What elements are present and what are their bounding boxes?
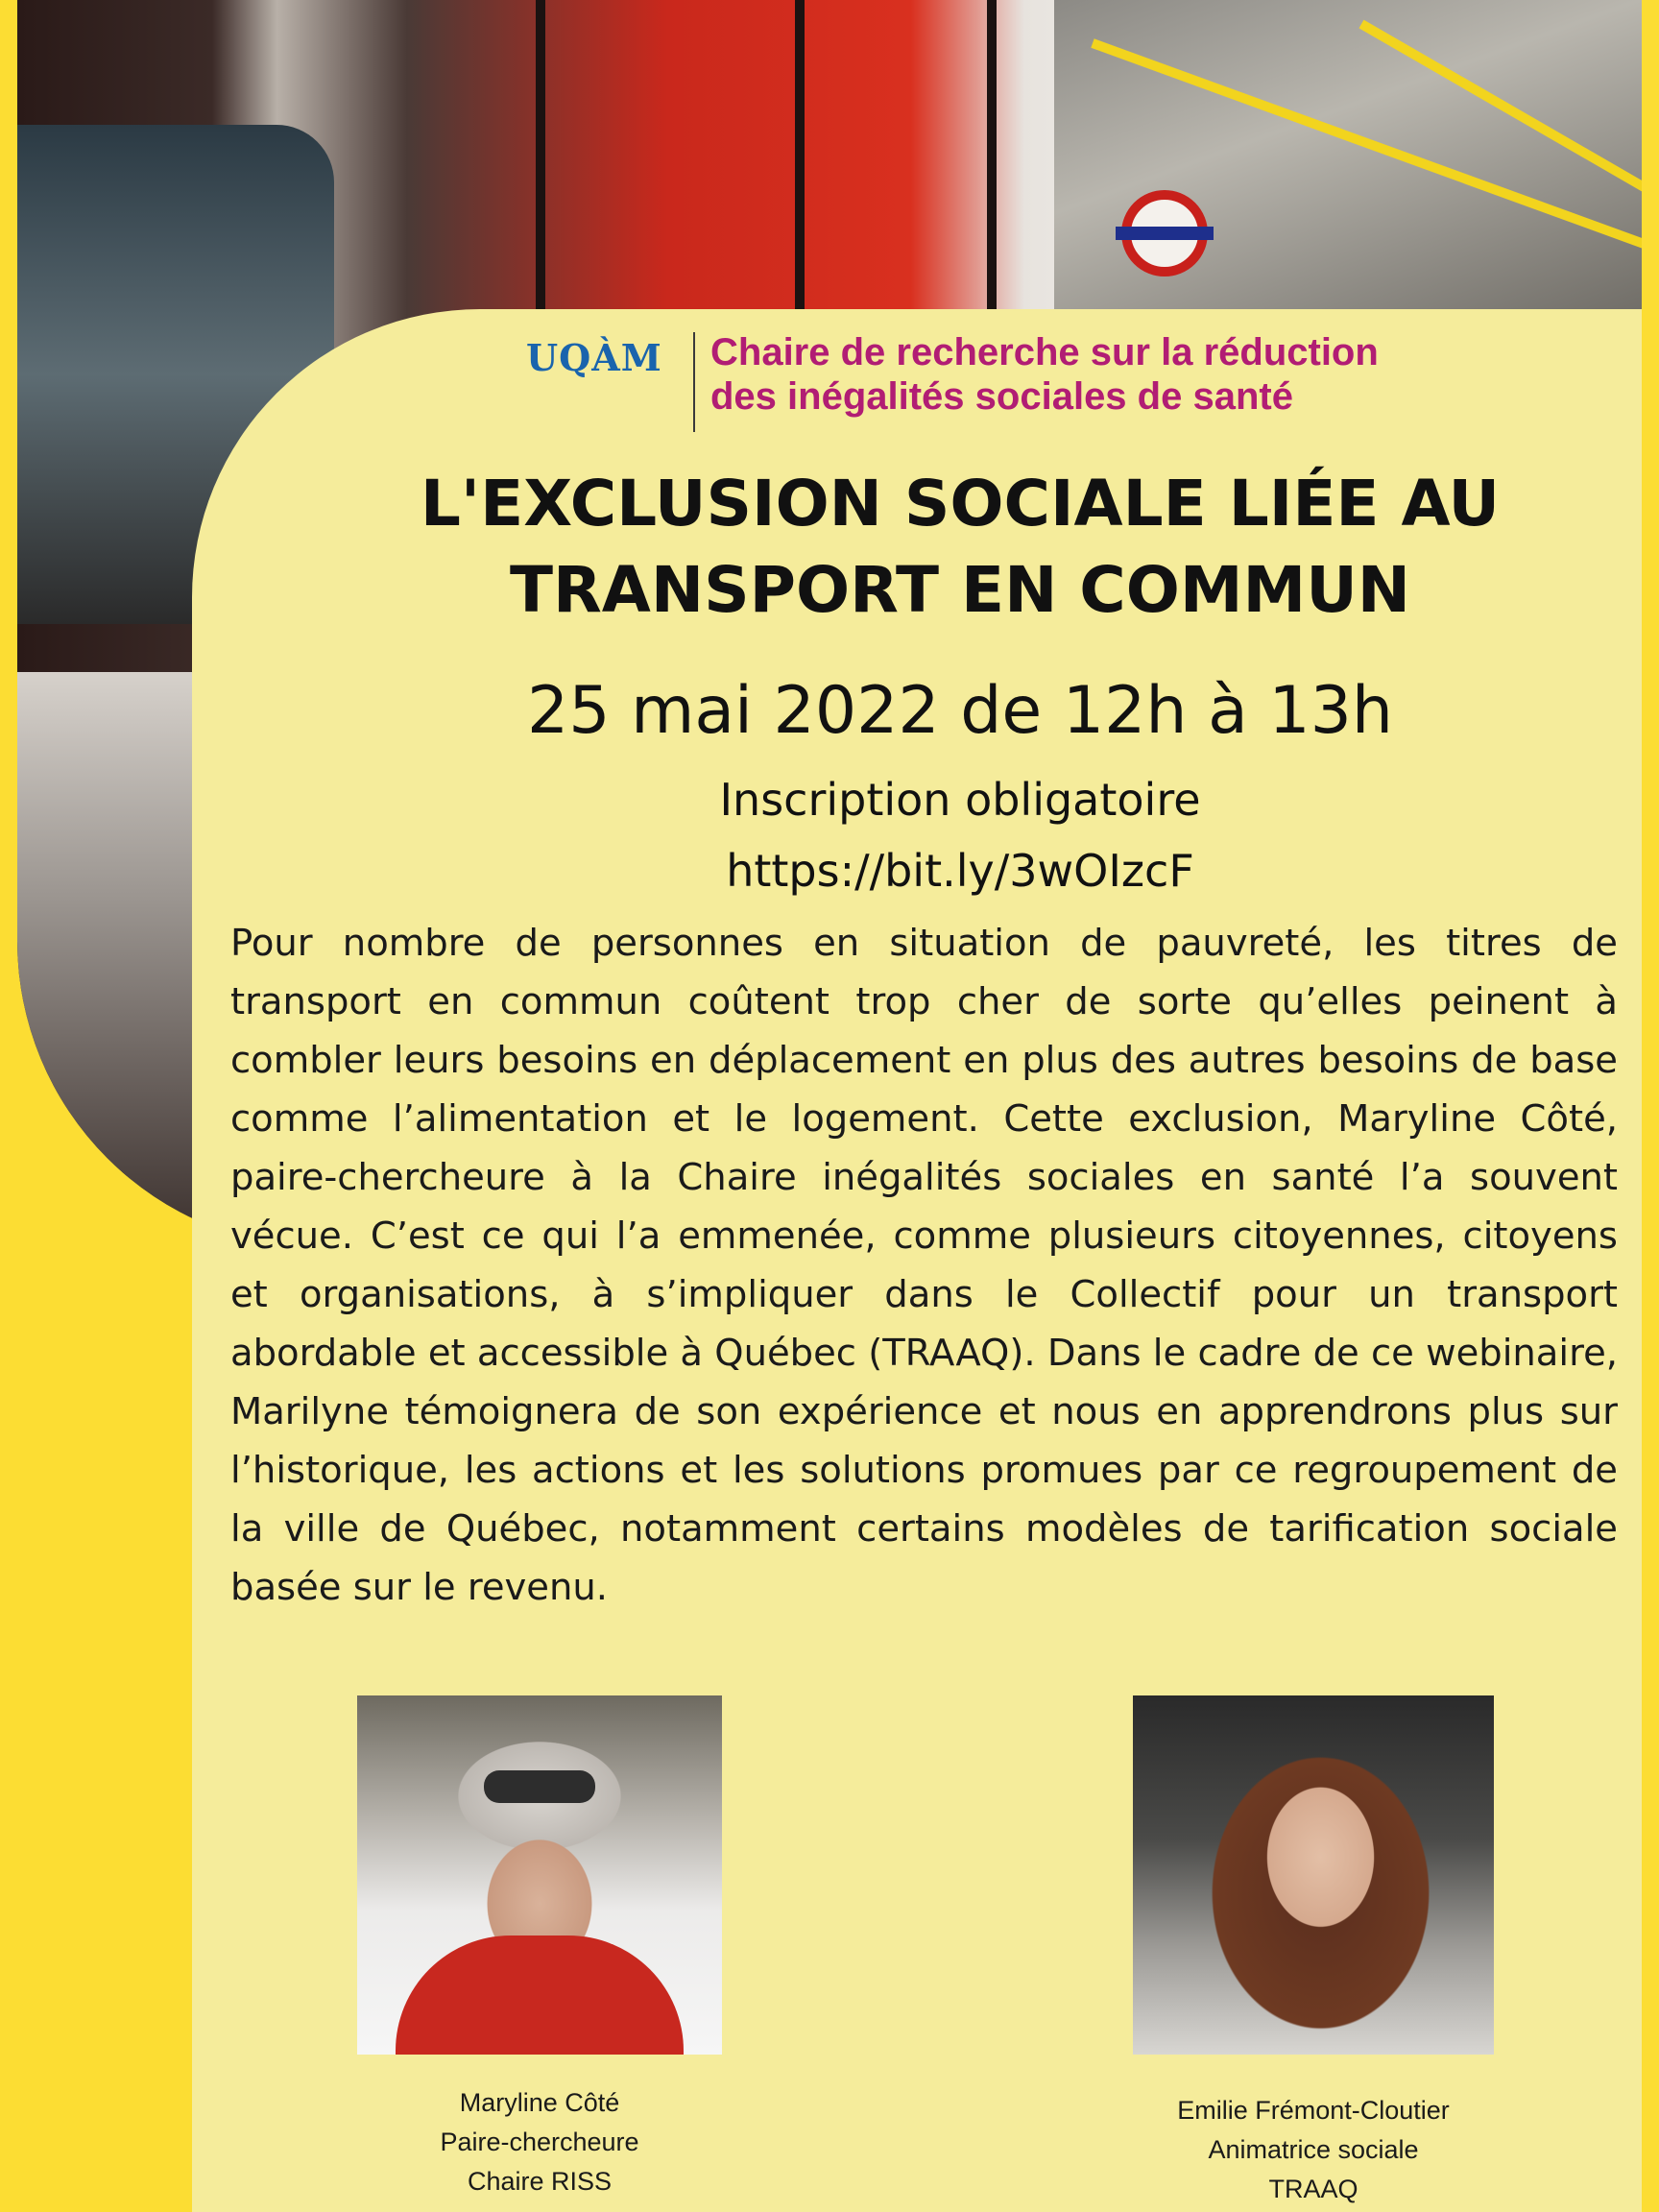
uqam-logo: UQÀM [526,336,662,379]
door-seam [987,0,997,317]
registration-block [278,764,1642,906]
event-description: Pour nombre de personnes en situation de pauvreté, les titres de transport en commun coûtent trop cher de sorte qu’elles peinent à combler leurs besoins en déplacement en plus des autres besoins de base comme l’alimentation et le logement. Cette exclusion, Maryline Côté, paire-chercheure à la Chaire inégalités sociales en santé l’a souvent vécue. C’est ce qui l’a emmenée, comme plusieurs citoyennes, citoyens et organisations, à s’impliquer dans le Collectif pour un transport abordable et accessible à Québec (TRAAQ). Dans le cadre de ce webinaire, Marilyne témoignera de son expérience et nous en apprendrons plus sur l’historique, les actions et les solutions promues par ce regroupement de la ville de Québec, notamment certains modèles de tarification sociale basée sur le revenu. [230,922,1618,1609]
sunglasses-decor [484,1770,595,1803]
event-title-line-1: L'EXCLUSION SOCIALE LIÉE AU [420,467,1501,541]
speaker-name: Emilie Frémont-Cloutier [1177,2096,1450,2125]
speaker-org: Chaire RISS [467,2167,613,2196]
underground-roundel-icon [1121,190,1208,276]
speaker-photo [1133,1695,1494,2055]
event-title [278,461,1642,634]
logo-divider [693,332,695,432]
event-date: 25 mai 2022 de 12h à 13h [527,673,1393,749]
chaire-name-line-2: des inégalités sociales de santé [710,375,1293,418]
chaire-name [710,330,1575,419]
speaker-caption [357,2083,722,2201]
speaker-org: TRAAQ [1268,2175,1358,2203]
speaker-role: Paire-chercheure [440,2128,639,2156]
chaire-name-line-1: Chaire de recherche sur la réduction [710,331,1379,373]
speaker-card [357,1695,722,2201]
door-seam [536,0,545,317]
event-title-line-2: TRANSPORT EN COMMUN [509,553,1411,627]
speaker-role: Animatrice sociale [1208,2135,1419,2164]
jacket-decor [396,1936,684,2055]
speaker-caption [1131,2091,1496,2209]
speaker-photo [357,1695,722,2055]
speaker-name: Maryline Côté [459,2088,620,2117]
registration-label: Inscription obligatoire [719,774,1201,826]
registration-link[interactable]: https://bit.ly/3wOIzcF [726,845,1194,897]
door-seam [795,0,805,317]
speaker-card [1131,1695,1496,2209]
